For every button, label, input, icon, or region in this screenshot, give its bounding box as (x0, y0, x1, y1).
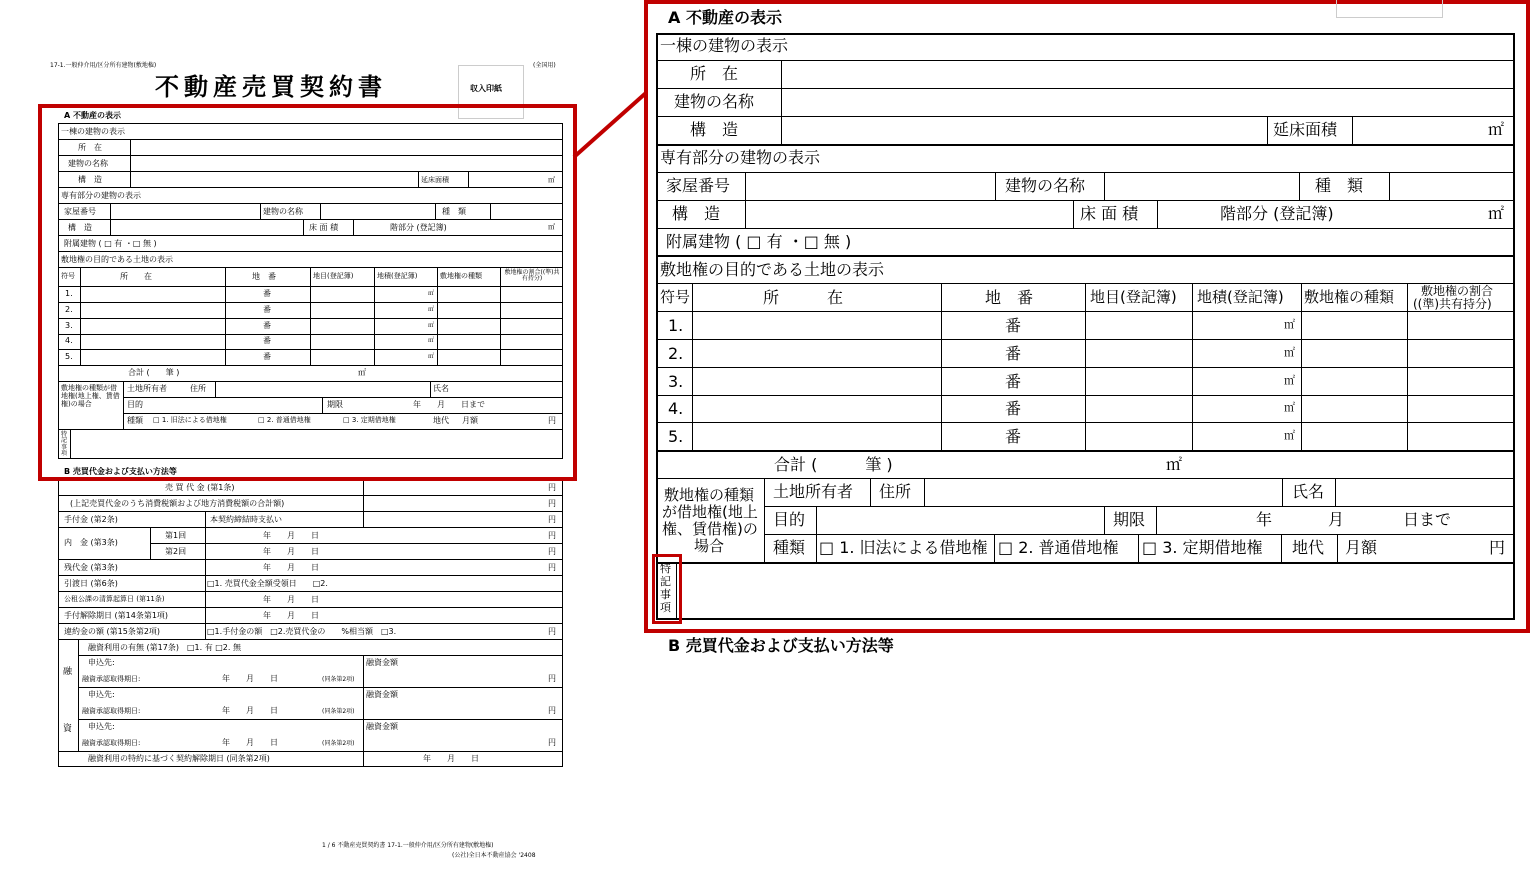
building-name-label: 建物の名称 (68, 159, 108, 168)
col-lot: 地 番 (252, 272, 276, 281)
zoom-owner-label: 土地所有者 (773, 482, 854, 501)
row-4-lot-suffix: 番 (263, 336, 271, 345)
loan-3-same: (同条第2項) (322, 740, 355, 747)
price-yen: 円 (548, 483, 556, 492)
loan-1-approve: 融資承認取得期日: (82, 675, 141, 683)
row-4-sqm: ㎡ (428, 337, 435, 344)
deposit-timing: 本契約締結時支払い (210, 515, 282, 524)
loan-2-date: 年 月 日 (222, 706, 278, 715)
zoom-monthly-label: 月額 (1345, 538, 1378, 557)
zoom-row-4-lot-suffix: 番 (1005, 399, 1022, 418)
row-2-lot-suffix: 番 (263, 305, 271, 314)
zoom-building-header: 一棟の建物の表示 (660, 36, 789, 55)
option-ordinary: □ 2. 普通借地権 (258, 416, 311, 424)
stamp-box-edge (1336, 0, 1443, 18)
zoom-col-no: 符号 (660, 288, 691, 306)
row-5-no: 5. (65, 352, 73, 361)
row-5-lot-suffix: 番 (263, 352, 271, 361)
zoom-yen-unit: 円 (1489, 538, 1506, 557)
zoom-col-land-area: 地積(登記簿) (1197, 288, 1284, 306)
loan-1-yen: 円 (548, 674, 556, 683)
option-old-law: □ 1. 旧法による借地権 (153, 416, 227, 424)
zoom-option-fixed-term: □ 3. 定期借地権 (1142, 538, 1263, 557)
zoom-leasehold-line-2: が借地権(地上 (662, 503, 758, 521)
col-location: 所 在 (120, 272, 152, 281)
monthly-label: 月額 (462, 416, 478, 425)
price-label: 売 買 代 金 (第1条) (165, 483, 235, 492)
zoom-structure-label: 構 造 (690, 120, 739, 139)
zoom-building-name-label: 建物の名称 (674, 92, 755, 111)
location-label: 所 在 (78, 143, 102, 152)
zoom-term-month: 月 (1328, 510, 1345, 529)
loan-1-date: 年 月 日 (222, 674, 278, 683)
rent-label: 地代 (433, 416, 449, 425)
penalty-yen: 円 (548, 627, 556, 636)
zoom-row-3-lot-suffix: 番 (1005, 372, 1022, 391)
tax-label: (上記売買代金のうち消費税額および地方消費税額の合計額) (70, 499, 285, 508)
zoom-col-ratio-1: 敷地権の割合 (1421, 284, 1494, 298)
term-until: 年 月 日まで (413, 400, 485, 409)
zoom-location-label: 所 在 (690, 64, 739, 83)
story-label: 階部分 (登記簿) (390, 223, 447, 232)
balance-yen: 円 (548, 563, 556, 572)
zoom-fullname-label: 氏名 (1292, 482, 1325, 501)
zoom-leasehold-line-3: 権、賃借権)の (662, 520, 758, 538)
zoom-address-label: 住所 (879, 482, 912, 501)
col-no: 符号 (61, 272, 75, 280)
yen-unit: 円 (548, 416, 556, 425)
zoom-option-old-law: □ 1. 旧法による借地権 (819, 538, 988, 557)
zoom-kind-label: 種 類 (1315, 176, 1364, 195)
zoom-col-land-type: 地目(登記簿) (1090, 288, 1177, 306)
unit-header: 専有部分の建物の表示 (61, 191, 141, 200)
unit-building-name-label: 建物の名称 (263, 207, 303, 216)
zoom-special-3: 事 (660, 588, 671, 601)
term-label: 期限 (327, 400, 343, 409)
special-notes-label: 特記事項 (61, 431, 68, 457)
loan-3-approve: 融資承認取得期日: (82, 739, 141, 747)
col-ratio: 敷地権の割合((準)共有持分) (504, 269, 560, 282)
zoom-row-2-lot-suffix: 番 (1005, 344, 1022, 363)
option-fixed-term: □ 3. 定期借地権 (343, 416, 396, 424)
zoom-floor-area-label: 延床面積 (1273, 120, 1338, 139)
row-2-no: 2. (65, 305, 73, 314)
land-header: 敷地権の目的である土地の表示 (61, 255, 173, 264)
delivery-label: 引渡日 (第6条) (64, 579, 118, 588)
zoom-annex-label: 附属建物 ( □ 有 ・□ 無 ) (666, 232, 852, 251)
address-label: 住所 (190, 384, 206, 393)
zoom-col-ratio-2: ((準)共有持分) (1413, 297, 1492, 311)
zoom-col-right-type: 敷地権の種類 (1304, 288, 1395, 306)
row-1-sqm: ㎡ (428, 290, 435, 297)
zoom-sqm-2: ㎡ (1488, 204, 1505, 223)
cancel-deadline-date: 年 月 日 (263, 611, 319, 620)
zoom-row-2-sqm: ㎡ (1284, 346, 1295, 359)
row-4-no: 4. (65, 336, 73, 345)
zoom-section-b-title: B 売買代金および支払い方法等 (668, 636, 894, 655)
loan-vertical-1: 融 (63, 667, 73, 677)
loan-1-amount: 融資金額 (366, 658, 398, 667)
balance-label: 残代金 (第3条) (64, 563, 118, 572)
zoom-special-2: 記 (660, 575, 671, 588)
row-1-lot-suffix: 番 (263, 289, 271, 298)
sqm-unit: ㎡ (548, 223, 555, 231)
loan-cancel-date: 年 月 日 (423, 754, 479, 763)
zoom-row-5-sqm: ㎡ (1284, 429, 1295, 442)
house-no-label: 家屋番号 (64, 207, 96, 216)
col-right-type: 敷地権の種類 (440, 272, 482, 280)
zoom-row-4-sqm: ㎡ (1284, 401, 1295, 414)
zoom-unit-floor-label: 床 面 積 (1080, 204, 1139, 223)
zoom-row-3-sqm: ㎡ (1284, 374, 1295, 387)
loan-3-date: 年 月 日 (222, 738, 278, 747)
col-land-area: 地積(登記簿) (377, 272, 418, 280)
zoom-total-label: 合計 ( 筆 ) (774, 455, 893, 474)
tax-yen: 円 (548, 499, 556, 508)
zoom-term-day-until: 日まで (1403, 510, 1452, 529)
structure-label: 構 造 (78, 175, 102, 184)
zoom-rent-label: 地代 (1292, 538, 1325, 557)
fullname-label: 氏名 (433, 384, 449, 393)
row-1-no: 1. (65, 289, 73, 298)
nationwide-label: (全国用) (533, 62, 556, 69)
total-label: 合計 ( 筆 ) (128, 368, 180, 377)
zoom-special-1: 特 (660, 562, 671, 575)
zoom-type-label: 種類 (773, 538, 806, 557)
revenue-stamp-label: 収入印紙 (470, 84, 502, 93)
penalty-options: □1.手付金の額 □2.売買代金の %相当額 □3. (207, 627, 397, 636)
document-title: 不動産売買契約書 (155, 73, 387, 101)
tax-settlement-label: 公租公課の清算起算日 (第11条) (64, 595, 165, 603)
loan-3-amount: 融資金額 (366, 722, 398, 731)
unit-structure-label: 構 造 (68, 223, 92, 232)
loan-3-yen: 円 (548, 738, 556, 747)
zoom-row-2-no: 2. (668, 344, 684, 363)
zoom-sqm-1: ㎡ (1488, 120, 1505, 139)
cancel-deadline-label: 手付解除期日 (第14条第1項) (64, 611, 169, 620)
loan-1-apply: 申込先: (88, 658, 115, 667)
interim-first-date: 年 月 日 (263, 531, 319, 540)
zoom-row-1-lot-suffix: 番 (1005, 316, 1022, 335)
interim-first: 第1回 (165, 531, 187, 540)
loan-vertical-2: 資 (63, 724, 73, 734)
interim-first-yen: 円 (548, 531, 556, 540)
interim-label: 内 金 (第3条) (64, 538, 118, 547)
highlight-box-small (38, 104, 577, 481)
loan-2-amount: 融資金額 (366, 690, 398, 699)
col-land-type: 地目(登記簿) (313, 272, 354, 280)
interim-second-date: 年 月 日 (263, 547, 319, 556)
zoom-leasehold-line-1: 敷地権の種類 (664, 486, 755, 504)
annex-label: 附属建物 ( □ 有 ・□ 無 ) (64, 239, 157, 248)
row-3-no: 3. (65, 321, 73, 330)
row-2-sqm: ㎡ (428, 306, 435, 313)
zoom-option-ordinary: □ 2. 普通借地権 (998, 538, 1119, 557)
deposit-label: 手付金 (第2条) (64, 515, 118, 524)
zoom-row-4-no: 4. (668, 399, 684, 418)
loan-use-label: 融資利用の有無 (第17条) □1. 有 □2. 無 (88, 643, 241, 652)
balance-date: 年 月 日 (263, 563, 319, 572)
zoom-row-1-sqm: ㎡ (1284, 318, 1295, 331)
row-5-sqm: ㎡ (428, 353, 435, 360)
zoom-connector (570, 0, 650, 170)
tax-settlement-date: 年 月 日 (263, 595, 319, 604)
loan-2-apply: 申込先: (88, 690, 115, 699)
sqm-unit: ㎡ (548, 176, 555, 184)
floor-area-label: 延床面積 (421, 176, 449, 184)
zoom-purpose-label: 目的 (773, 510, 806, 529)
zoom-special-4: 項 (660, 601, 671, 614)
zoom-leasehold-line-4: 場合 (694, 537, 725, 555)
loan-2-yen: 円 (548, 706, 556, 715)
footer-line-2: (公社)全日本不動産協会 '2408 (452, 852, 536, 859)
zoom-section-a-title: A 不動産の表示 (668, 8, 782, 27)
kind-label: 種 類 (442, 207, 466, 216)
zoom-unit-building-name-label: 建物の名称 (1005, 176, 1086, 195)
loan-2-approve: 融資承認取得期日: (82, 707, 141, 715)
type-label: 種類 (127, 416, 143, 425)
row-3-lot-suffix: 番 (263, 321, 271, 330)
zoom-unit-structure-label: 構 造 (672, 204, 721, 223)
leasehold-label: 敷地権の種類が借地権(地上権、賃借権)の場合 (61, 384, 120, 409)
penalty-label: 違約金の額 (第15条第2項) (64, 627, 161, 636)
zoom-row-5-no: 5. (668, 427, 684, 446)
unit-floor-label: 床 面 積 (309, 223, 339, 232)
zoom-row-5-lot-suffix: 番 (1005, 427, 1022, 446)
section-a-title: A 不動産の表示 (64, 111, 121, 120)
zoom-house-no-label: 家屋番号 (666, 176, 731, 195)
zoom-land-header: 敷地権の目的である土地の表示 (660, 260, 885, 279)
header-code: 17-1.一般仲介用/区分所有建物(敷地権) (50, 62, 157, 69)
loan-cancel-label: 融資利用の特約に基づく契約解除期日 (同条第2項) (88, 754, 270, 763)
row-3-sqm: ㎡ (428, 322, 435, 329)
interim-second: 第2回 (165, 547, 187, 556)
footer-line-1: 1 / 6 不動産売買契約書 17-1.一般仲介用/区分所有建物(敷地権) (322, 842, 494, 849)
zoom-row-3-no: 3. (668, 372, 684, 391)
zoom-term-year: 年 (1256, 510, 1273, 529)
zoom-unit-header: 専有部分の建物の表示 (660, 148, 821, 167)
total-sqm: ㎡ (358, 368, 366, 377)
zoom-row-1-no: 1. (668, 316, 684, 335)
building-header: 一棟の建物の表示 (61, 127, 125, 136)
purpose-label: 目的 (127, 400, 143, 409)
loan-1-same: (同条第2項) (322, 676, 355, 683)
owner-label: 土地所有者 (127, 384, 167, 393)
section-b-title: B 売買代金および支払い方法等 (64, 467, 177, 476)
delivery-options: □1. 売買代金全額受領日 □2. (207, 579, 328, 588)
zoom-term-label: 期限 (1113, 510, 1146, 529)
zoom-story-label: 階部分 (登記簿) (1220, 204, 1334, 223)
loan-2-same: (同条第2項) (322, 708, 355, 715)
deposit-yen: 円 (548, 515, 556, 524)
zoom-total-sqm: ㎡ (1166, 455, 1183, 474)
zoom-col-location: 所 在 (763, 288, 844, 307)
interim-second-yen: 円 (548, 547, 556, 556)
zoom-col-lot: 地 番 (985, 288, 1034, 307)
loan-3-apply: 申込先: (88, 722, 115, 731)
